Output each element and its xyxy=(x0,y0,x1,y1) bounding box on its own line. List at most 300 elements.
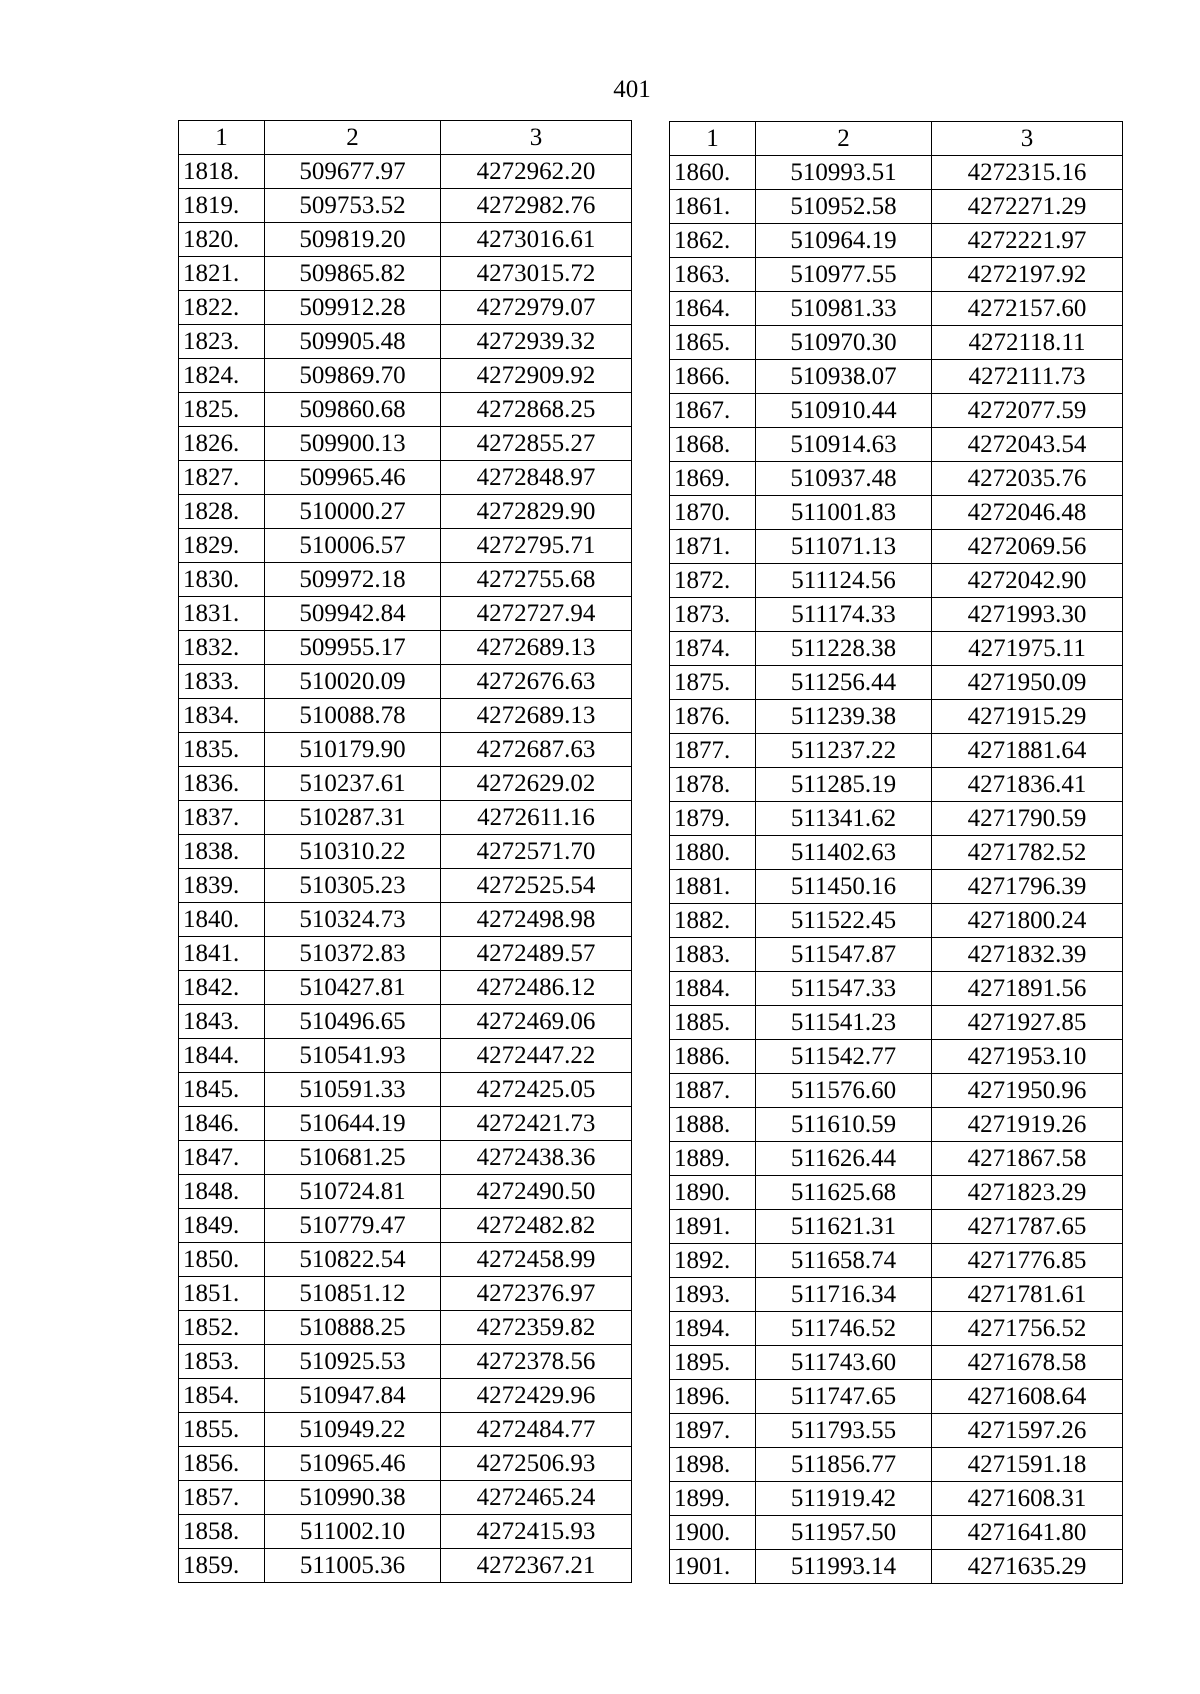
x-coordinate-cell: 511541.23 xyxy=(756,1006,932,1040)
table-row xyxy=(670,1176,1123,1210)
x-coordinate-cell: 510990.38 xyxy=(265,1481,441,1515)
y-coordinate-cell: 4272909.92 xyxy=(441,359,632,393)
y-coordinate-cell: 4271823.29 xyxy=(932,1176,1123,1210)
y-coordinate-cell: 4271635.29 xyxy=(932,1550,1123,1584)
y-coordinate-cell: 4272855.27 xyxy=(441,427,632,461)
x-coordinate-cell: 511124.56 xyxy=(756,564,932,598)
y-coordinate-cell: 4272035.76 xyxy=(932,462,1123,496)
point-number-cell: 1829. xyxy=(179,529,265,563)
x-coordinate-cell: 511919.42 xyxy=(756,1482,932,1516)
table-row xyxy=(670,326,1123,360)
table-row xyxy=(179,971,632,1005)
point-number-cell: 1886. xyxy=(670,1040,756,1074)
point-number-cell: 1849. xyxy=(179,1209,265,1243)
x-coordinate-cell: 509860.68 xyxy=(265,393,441,427)
point-number-cell: 1882. xyxy=(670,904,756,938)
point-number-cell: 1833. xyxy=(179,665,265,699)
point-number-cell: 1852. xyxy=(179,1311,265,1345)
x-coordinate-cell: 511746.52 xyxy=(756,1312,932,1346)
x-coordinate-cell: 511793.55 xyxy=(756,1414,932,1448)
table-row xyxy=(179,1481,632,1515)
table-row xyxy=(670,1006,1123,1040)
x-coordinate-cell: 510006.57 xyxy=(265,529,441,563)
table-row xyxy=(670,1074,1123,1108)
x-coordinate-cell: 509869.70 xyxy=(265,359,441,393)
table-row xyxy=(179,733,632,767)
y-coordinate-cell: 4271891.56 xyxy=(932,972,1123,1006)
table-row xyxy=(179,529,632,563)
point-number-cell: 1853. xyxy=(179,1345,265,1379)
y-coordinate-cell: 4271776.85 xyxy=(932,1244,1123,1278)
point-number-cell: 1851. xyxy=(179,1277,265,1311)
y-coordinate-cell: 4272458.99 xyxy=(441,1243,632,1277)
table-row xyxy=(179,597,632,631)
point-number-cell: 1867. xyxy=(670,394,756,428)
point-number-cell: 1828. xyxy=(179,495,265,529)
point-number-cell: 1900. xyxy=(670,1516,756,1550)
table-row xyxy=(179,1311,632,1345)
x-coordinate-cell: 509865.82 xyxy=(265,257,441,291)
point-number-cell: 1892. xyxy=(670,1244,756,1278)
x-coordinate-cell: 510427.81 xyxy=(265,971,441,1005)
table-row xyxy=(670,224,1123,258)
point-number-cell: 1880. xyxy=(670,836,756,870)
page-number: 401 xyxy=(613,76,651,103)
point-number-cell: 1873. xyxy=(670,598,756,632)
point-number-cell: 1857. xyxy=(179,1481,265,1515)
table-row xyxy=(670,258,1123,292)
point-number-cell: 1874. xyxy=(670,632,756,666)
table-row xyxy=(670,768,1123,802)
y-coordinate-cell: 4272829.90 xyxy=(441,495,632,529)
table-row xyxy=(179,223,632,257)
x-coordinate-cell: 510681.25 xyxy=(265,1141,441,1175)
table-row xyxy=(670,1380,1123,1414)
y-coordinate-cell: 4272421.73 xyxy=(441,1107,632,1141)
coordinates-table-right xyxy=(669,121,1123,1584)
point-number-cell: 1841. xyxy=(179,937,265,971)
point-number-cell: 1855. xyxy=(179,1413,265,1447)
point-number-cell: 1876. xyxy=(670,700,756,734)
y-coordinate-cell: 4271782.52 xyxy=(932,836,1123,870)
x-coordinate-cell: 510947.84 xyxy=(265,1379,441,1413)
point-number-cell: 1854. xyxy=(179,1379,265,1413)
y-coordinate-cell: 4272676.63 xyxy=(441,665,632,699)
table-row xyxy=(670,156,1123,190)
table-row xyxy=(670,598,1123,632)
table-row xyxy=(670,700,1123,734)
table-row xyxy=(670,1448,1123,1482)
x-coordinate-cell: 510910.44 xyxy=(756,394,932,428)
point-number-cell: 1863. xyxy=(670,258,756,292)
table-row xyxy=(179,325,632,359)
table-row xyxy=(670,1040,1123,1074)
column-header: 3 xyxy=(441,121,632,155)
point-number-cell: 1889. xyxy=(670,1142,756,1176)
y-coordinate-cell: 4271867.58 xyxy=(932,1142,1123,1176)
point-number-cell: 1858. xyxy=(179,1515,265,1549)
x-coordinate-cell: 509972.18 xyxy=(265,563,441,597)
table-row xyxy=(179,189,632,223)
y-coordinate-cell: 4271641.80 xyxy=(932,1516,1123,1550)
x-coordinate-cell: 510851.12 xyxy=(265,1277,441,1311)
table-row xyxy=(179,665,632,699)
x-coordinate-cell: 510644.19 xyxy=(265,1107,441,1141)
y-coordinate-cell: 4271756.52 xyxy=(932,1312,1123,1346)
table-row xyxy=(670,496,1123,530)
y-coordinate-cell: 4272611.16 xyxy=(441,801,632,835)
y-coordinate-cell: 4272043.54 xyxy=(932,428,1123,462)
x-coordinate-cell: 510724.81 xyxy=(265,1175,441,1209)
y-coordinate-cell: 4272939.32 xyxy=(441,325,632,359)
x-coordinate-cell: 510496.65 xyxy=(265,1005,441,1039)
x-coordinate-cell: 511002.10 xyxy=(265,1515,441,1549)
y-coordinate-cell: 4271927.85 xyxy=(932,1006,1123,1040)
x-coordinate-cell: 511547.33 xyxy=(756,972,932,1006)
x-coordinate-cell: 511341.62 xyxy=(756,802,932,836)
y-coordinate-cell: 4272484.77 xyxy=(441,1413,632,1447)
y-coordinate-cell: 4272571.70 xyxy=(441,835,632,869)
point-number-cell: 1866. xyxy=(670,360,756,394)
point-number-cell: 1826. xyxy=(179,427,265,461)
x-coordinate-cell: 510949.22 xyxy=(265,1413,441,1447)
point-number-cell: 1870. xyxy=(670,496,756,530)
table-row xyxy=(670,1210,1123,1244)
x-coordinate-cell: 511174.33 xyxy=(756,598,932,632)
point-number-cell: 1884. xyxy=(670,972,756,1006)
y-coordinate-cell: 4272490.50 xyxy=(441,1175,632,1209)
y-coordinate-cell: 4272465.24 xyxy=(441,1481,632,1515)
point-number-cell: 1823. xyxy=(179,325,265,359)
table-row xyxy=(179,869,632,903)
x-coordinate-cell: 511001.83 xyxy=(756,496,932,530)
table-row xyxy=(179,461,632,495)
x-coordinate-cell: 510888.25 xyxy=(265,1311,441,1345)
column-header: 1 xyxy=(179,121,265,155)
y-coordinate-cell: 4272482.82 xyxy=(441,1209,632,1243)
column-header: 2 xyxy=(265,121,441,155)
y-coordinate-cell: 4272795.71 xyxy=(441,529,632,563)
column-header: 2 xyxy=(756,122,932,156)
y-coordinate-cell: 4271608.64 xyxy=(932,1380,1123,1414)
x-coordinate-cell: 509965.46 xyxy=(265,461,441,495)
x-coordinate-cell: 511071.13 xyxy=(756,530,932,564)
point-number-cell: 1835. xyxy=(179,733,265,767)
y-coordinate-cell: 4272221.97 xyxy=(932,224,1123,258)
table-row xyxy=(179,291,632,325)
point-number-cell: 1842. xyxy=(179,971,265,1005)
table-row xyxy=(670,1108,1123,1142)
y-coordinate-cell: 4271787.65 xyxy=(932,1210,1123,1244)
x-coordinate-cell: 511239.38 xyxy=(756,700,932,734)
y-coordinate-cell: 4271800.24 xyxy=(932,904,1123,938)
y-coordinate-cell: 4272042.90 xyxy=(932,564,1123,598)
table-header-row xyxy=(179,121,632,155)
x-coordinate-cell: 510591.33 xyxy=(265,1073,441,1107)
x-coordinate-cell: 510937.48 xyxy=(756,462,932,496)
x-coordinate-cell: 511576.60 xyxy=(756,1074,932,1108)
table-row xyxy=(179,563,632,597)
table-row xyxy=(670,870,1123,904)
x-coordinate-cell: 510088.78 xyxy=(265,699,441,733)
table-row xyxy=(179,1345,632,1379)
table-row xyxy=(670,632,1123,666)
y-coordinate-cell: 4271993.30 xyxy=(932,598,1123,632)
table-row xyxy=(670,360,1123,394)
y-coordinate-cell: 4272489.57 xyxy=(441,937,632,971)
point-number-cell: 1883. xyxy=(670,938,756,972)
y-coordinate-cell: 4272118.11 xyxy=(932,326,1123,360)
point-number-cell: 1897. xyxy=(670,1414,756,1448)
table-row xyxy=(179,1379,632,1413)
x-coordinate-cell: 511658.74 xyxy=(756,1244,932,1278)
point-number-cell: 1848. xyxy=(179,1175,265,1209)
x-coordinate-cell: 510977.55 xyxy=(756,258,932,292)
point-number-cell: 1820. xyxy=(179,223,265,257)
point-number-cell: 1839. xyxy=(179,869,265,903)
table-row xyxy=(179,359,632,393)
table-row xyxy=(670,1278,1123,1312)
y-coordinate-cell: 4272425.05 xyxy=(441,1073,632,1107)
table-row xyxy=(670,1142,1123,1176)
y-coordinate-cell: 4272689.13 xyxy=(441,699,632,733)
point-number-cell: 1885. xyxy=(670,1006,756,1040)
x-coordinate-cell: 510993.51 xyxy=(756,156,932,190)
y-coordinate-cell: 4272438.36 xyxy=(441,1141,632,1175)
x-coordinate-cell: 511005.36 xyxy=(265,1549,441,1583)
table-row xyxy=(670,938,1123,972)
y-coordinate-cell: 4272506.93 xyxy=(441,1447,632,1481)
x-coordinate-cell: 510964.19 xyxy=(756,224,932,258)
point-number-cell: 1901. xyxy=(670,1550,756,1584)
table-row xyxy=(179,1413,632,1447)
table-row xyxy=(179,767,632,801)
y-coordinate-cell: 4272727.94 xyxy=(441,597,632,631)
x-coordinate-cell: 510925.53 xyxy=(265,1345,441,1379)
table-row xyxy=(670,972,1123,1006)
y-coordinate-cell: 4272982.76 xyxy=(441,189,632,223)
table-row xyxy=(179,903,632,937)
point-number-cell: 1832. xyxy=(179,631,265,665)
x-coordinate-cell: 511993.14 xyxy=(756,1550,932,1584)
table-row xyxy=(670,1346,1123,1380)
y-coordinate-cell: 4272359.82 xyxy=(441,1311,632,1345)
y-coordinate-cell: 4272868.25 xyxy=(441,393,632,427)
point-number-cell: 1834. xyxy=(179,699,265,733)
x-coordinate-cell: 511957.50 xyxy=(756,1516,932,1550)
y-coordinate-cell: 4271678.58 xyxy=(932,1346,1123,1380)
point-number-cell: 1861. xyxy=(670,190,756,224)
column-header: 3 xyxy=(932,122,1123,156)
y-coordinate-cell: 4271836.41 xyxy=(932,768,1123,802)
point-number-cell: 1825. xyxy=(179,393,265,427)
y-coordinate-cell: 4272979.07 xyxy=(441,291,632,325)
point-number-cell: 1827. xyxy=(179,461,265,495)
x-coordinate-cell: 509900.13 xyxy=(265,427,441,461)
point-number-cell: 1869. xyxy=(670,462,756,496)
x-coordinate-cell: 510541.93 xyxy=(265,1039,441,1073)
point-number-cell: 1898. xyxy=(670,1448,756,1482)
point-number-cell: 1896. xyxy=(670,1380,756,1414)
x-coordinate-cell: 509905.48 xyxy=(265,325,441,359)
table-row xyxy=(670,1244,1123,1278)
point-number-cell: 1890. xyxy=(670,1176,756,1210)
point-number-cell: 1856. xyxy=(179,1447,265,1481)
y-coordinate-cell: 4271790.59 xyxy=(932,802,1123,836)
y-coordinate-cell: 4271953.10 xyxy=(932,1040,1123,1074)
x-coordinate-cell: 510310.22 xyxy=(265,835,441,869)
point-number-cell: 1838. xyxy=(179,835,265,869)
x-coordinate-cell: 510372.83 xyxy=(265,937,441,971)
y-coordinate-cell: 4272376.97 xyxy=(441,1277,632,1311)
table-row xyxy=(179,631,632,665)
table-row xyxy=(179,1549,632,1583)
x-coordinate-cell: 511716.34 xyxy=(756,1278,932,1312)
table-row xyxy=(670,1414,1123,1448)
table-row xyxy=(670,904,1123,938)
y-coordinate-cell: 4272271.29 xyxy=(932,190,1123,224)
y-coordinate-cell: 4271832.39 xyxy=(932,938,1123,972)
point-number-cell: 1830. xyxy=(179,563,265,597)
y-coordinate-cell: 4272111.73 xyxy=(932,360,1123,394)
table-row xyxy=(179,699,632,733)
y-coordinate-cell: 4272447.22 xyxy=(441,1039,632,1073)
table-row xyxy=(179,1039,632,1073)
y-coordinate-cell: 4271919.26 xyxy=(932,1108,1123,1142)
y-coordinate-cell: 4272848.97 xyxy=(441,461,632,495)
x-coordinate-cell: 511542.77 xyxy=(756,1040,932,1074)
table-row xyxy=(179,1073,632,1107)
table-row xyxy=(179,1447,632,1481)
point-number-cell: 1840. xyxy=(179,903,265,937)
x-coordinate-cell: 511743.60 xyxy=(756,1346,932,1380)
point-number-cell: 1846. xyxy=(179,1107,265,1141)
column-header: 1 xyxy=(670,122,756,156)
x-coordinate-cell: 511402.63 xyxy=(756,836,932,870)
x-coordinate-cell: 511625.68 xyxy=(756,1176,932,1210)
point-number-cell: 1879. xyxy=(670,802,756,836)
y-coordinate-cell: 4272046.48 xyxy=(932,496,1123,530)
y-coordinate-cell: 4272157.60 xyxy=(932,292,1123,326)
point-number-cell: 1862. xyxy=(670,224,756,258)
x-coordinate-cell: 509753.52 xyxy=(265,189,441,223)
table-row xyxy=(670,462,1123,496)
point-number-cell: 1821. xyxy=(179,257,265,291)
x-coordinate-cell: 511450.16 xyxy=(756,870,932,904)
point-number-cell: 1847. xyxy=(179,1141,265,1175)
x-coordinate-cell: 511547.87 xyxy=(756,938,932,972)
x-coordinate-cell: 511621.31 xyxy=(756,1210,932,1244)
point-number-cell: 1899. xyxy=(670,1482,756,1516)
point-number-cell: 1872. xyxy=(670,564,756,598)
point-number-cell: 1895. xyxy=(670,1346,756,1380)
point-number-cell: 1877. xyxy=(670,734,756,768)
table-row xyxy=(670,734,1123,768)
point-number-cell: 1836. xyxy=(179,767,265,801)
table-row xyxy=(179,257,632,291)
table-row xyxy=(179,1209,632,1243)
x-coordinate-cell: 509677.97 xyxy=(265,155,441,189)
table-row xyxy=(179,1005,632,1039)
x-coordinate-cell: 510981.33 xyxy=(756,292,932,326)
table-row xyxy=(670,564,1123,598)
y-coordinate-cell: 4271950.96 xyxy=(932,1074,1123,1108)
x-coordinate-cell: 510952.58 xyxy=(756,190,932,224)
table-row xyxy=(179,1141,632,1175)
table-row xyxy=(670,666,1123,700)
table-row xyxy=(179,937,632,971)
y-coordinate-cell: 4271975.11 xyxy=(932,632,1123,666)
x-coordinate-cell: 511856.77 xyxy=(756,1448,932,1482)
point-number-cell: 1888. xyxy=(670,1108,756,1142)
y-coordinate-cell: 4271881.64 xyxy=(932,734,1123,768)
x-coordinate-cell: 511610.59 xyxy=(756,1108,932,1142)
y-coordinate-cell: 4272498.98 xyxy=(441,903,632,937)
y-coordinate-cell: 4272415.93 xyxy=(441,1515,632,1549)
table-row xyxy=(179,1243,632,1277)
point-number-cell: 1881. xyxy=(670,870,756,904)
y-coordinate-cell: 4272689.13 xyxy=(441,631,632,665)
point-number-cell: 1894. xyxy=(670,1312,756,1346)
table-row xyxy=(670,1312,1123,1346)
table-row xyxy=(179,495,632,529)
table-row xyxy=(179,427,632,461)
point-number-cell: 1868. xyxy=(670,428,756,462)
x-coordinate-cell: 510970.30 xyxy=(756,326,932,360)
point-number-cell: 1865. xyxy=(670,326,756,360)
x-coordinate-cell: 511237.22 xyxy=(756,734,932,768)
point-number-cell: 1837. xyxy=(179,801,265,835)
table-row xyxy=(670,1550,1123,1584)
table-row xyxy=(670,836,1123,870)
point-number-cell: 1822. xyxy=(179,291,265,325)
y-coordinate-cell: 4272367.21 xyxy=(441,1549,632,1583)
y-coordinate-cell: 4272962.20 xyxy=(441,155,632,189)
table-row xyxy=(670,1482,1123,1516)
x-coordinate-cell: 510000.27 xyxy=(265,495,441,529)
table-row xyxy=(670,530,1123,564)
point-number-cell: 1878. xyxy=(670,768,756,802)
table-row xyxy=(670,190,1123,224)
y-coordinate-cell: 4271608.31 xyxy=(932,1482,1123,1516)
x-coordinate-cell: 511228.38 xyxy=(756,632,932,666)
y-coordinate-cell: 4271950.09 xyxy=(932,666,1123,700)
x-coordinate-cell: 509819.20 xyxy=(265,223,441,257)
table-row xyxy=(179,801,632,835)
y-coordinate-cell: 4272687.63 xyxy=(441,733,632,767)
point-number-cell: 1893. xyxy=(670,1278,756,1312)
y-coordinate-cell: 4273015.72 xyxy=(441,257,632,291)
x-coordinate-cell: 510914.63 xyxy=(756,428,932,462)
point-number-cell: 1824. xyxy=(179,359,265,393)
y-coordinate-cell: 4272755.68 xyxy=(441,563,632,597)
table-row xyxy=(179,1277,632,1311)
point-number-cell: 1871. xyxy=(670,530,756,564)
y-coordinate-cell: 4272525.54 xyxy=(441,869,632,903)
x-coordinate-cell: 510324.73 xyxy=(265,903,441,937)
coordinates-table-left xyxy=(178,120,632,1583)
point-number-cell: 1860. xyxy=(670,156,756,190)
point-number-cell: 1891. xyxy=(670,1210,756,1244)
y-coordinate-cell: 4271915.29 xyxy=(932,700,1123,734)
y-coordinate-cell: 4272378.56 xyxy=(441,1345,632,1379)
x-coordinate-cell: 510020.09 xyxy=(265,665,441,699)
point-number-cell: 1831. xyxy=(179,597,265,631)
y-coordinate-cell: 4272429.96 xyxy=(441,1379,632,1413)
table-row xyxy=(670,802,1123,836)
y-coordinate-cell: 4271781.61 xyxy=(932,1278,1123,1312)
x-coordinate-cell: 510179.90 xyxy=(265,733,441,767)
